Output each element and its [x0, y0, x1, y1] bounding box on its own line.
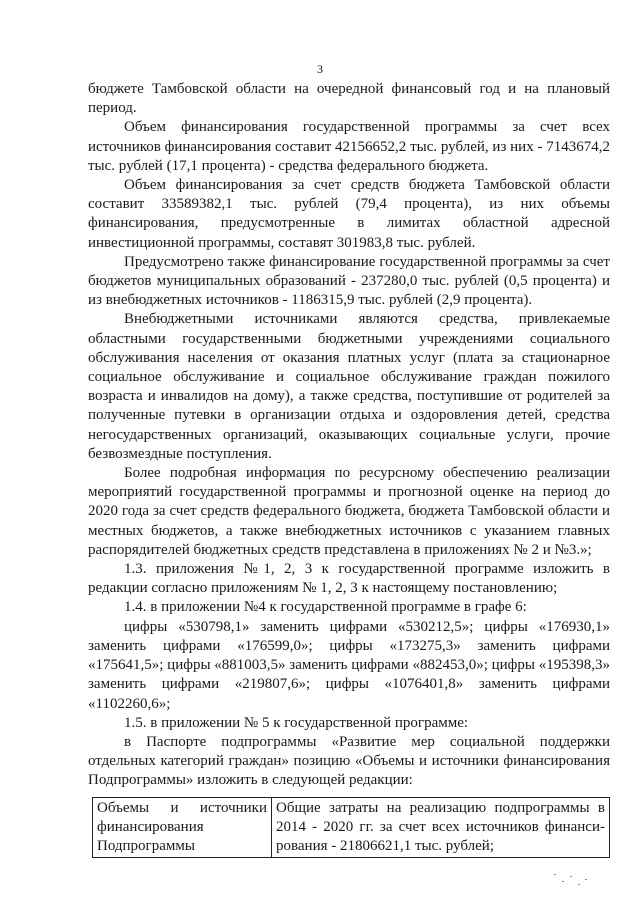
table-cell-value: Общие затраты на реализацию подпрограммы в 2014 - 2020 гг. за счет всех источников финанси-рования - 21806621,1 тыс. рублей;	[272, 798, 610, 858]
clause-1-3: 1.3. приложения №1, 2, 3 к государственной программе изложить в редакции согласно приложениям № 1, 2, 3 к настоящему постановлению;	[88, 561, 610, 597]
document-body	[88, 80, 610, 791]
paragraph-figure-replacements: цифры «530798,1» заменить цифрами «530212,5»; цифры «176930,1» заменить цифрами «176599,0»; цифры «173275,3» заменить цифрами «175641,5»; цифры «881003,5» заменить цифрами «882453,0»; цифры «195398,3» заменить цифрами «219807,6»; цифры «1076401,8» заменить цифрами «1102260,6»;	[88, 618, 610, 712]
paragraph-total-financing: Объем финансирования государственной программы за счет всех источников финансирования составит 42156652,2 тыс. рублей, из них - 7143674,2 тыс. рублей (17,1 процента) - средства федерального бюджета.	[88, 119, 610, 174]
paragraph-continuation: бюджете Тамбовской области на очередной финансовый год и на плановый период.	[88, 81, 610, 117]
table-row	[93, 798, 610, 858]
table-cell-label: Объемы и источники финансирования Подпрограммы	[93, 798, 272, 858]
scan-specks	[552, 872, 592, 892]
paragraph-extrabudgetary-sources: Внебюджетными источниками являются средства, привлекаемые областными государственными бюджетными учреждениями социального обслуживания населения от оказания платных услуг (плата за стационарное социальное обслуживание и социальное обслуживание граждан пожилого возраста и инвалидов на дому), а также средства, поступившие от родителей за полученные путевки в организации отдыха и оздоровления детей, средства негосударственных организаций, оказывающих социальные услуги, прочие безвозмездные поступления.	[88, 311, 610, 462]
clause-1-4: 1.4. в приложении №4 к государственной программе в графе 6:	[124, 599, 527, 616]
paragraph-resource-support: Более подробная информация по ресурсному обеспечению реализации мероприятий государственной программы и прогнозной оценке на период до 2020 года за счет средств федерального бюджета, бюджета Тамбовской области и местных бюджетов, а также внебюджетных источников с указанием главных распорядителей бюджетных средств представлена в приложениях № 2 и №3.»;	[88, 465, 610, 558]
clause-1-5: 1.5. в приложении № 5 к государственной программе:	[124, 714, 469, 731]
financing-table	[92, 797, 610, 858]
paragraph-municipal-budgets: Предусмотрено также финансирование государственной программы за счет бюджетов муниципальных образований - 237280,0 тыс. рублей (0,5 процента) и из внебюджетных источников - 1186315,9 тыс. рублей (2,9 процента).	[88, 253, 610, 309]
paragraph-regional-budget: Объем финансирования за счет средств бюджета Тамбовской области составит 33589382,1 тыс. рублей (79,4 процента), из них объемы финансирования, предусмотренные в лимитах областной адресной инвестиционной программы, составят 301983,8 тыс. рублей.	[88, 177, 610, 251]
paragraph-passport-subprogram: в Паспорте подпрограммы «Развитие мер социальной поддержки отдельных категорий граждан» позицию «Объемы и источники финансирования Подпрограммы» изложить в следующей редакции:	[88, 733, 610, 789]
page-number: 3	[317, 62, 323, 76]
